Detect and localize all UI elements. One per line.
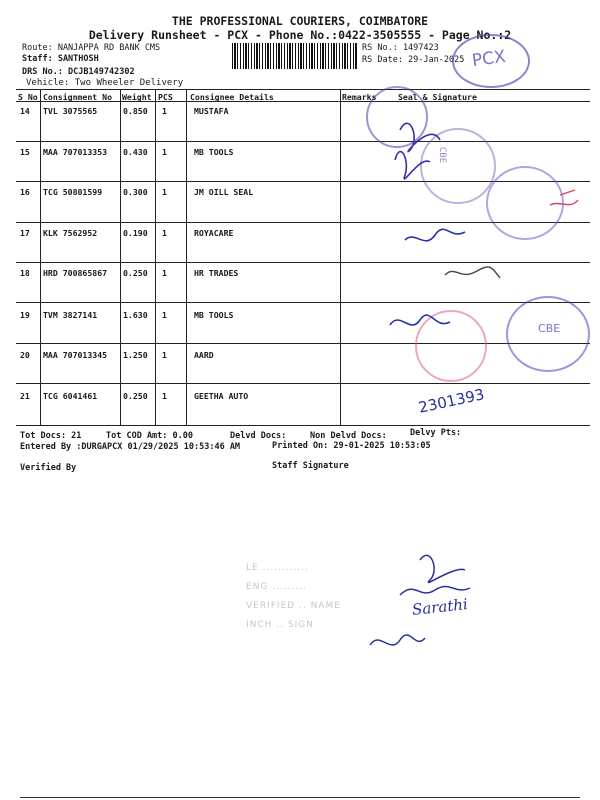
row-consignment: HRD 700865867	[43, 268, 108, 278]
entered-by: Entered By :DURGAPCX 01/29/2025 10:53:46 AM	[20, 442, 241, 452]
row-sno: 17	[20, 228, 30, 238]
col-weight: Weight	[122, 92, 152, 102]
row-consignment: TVM 3827141	[43, 310, 98, 320]
row-consignee: MB TOOLS	[194, 147, 234, 157]
row-pcs: 1	[162, 147, 167, 157]
row-sno: 21	[20, 391, 30, 401]
row-consignment: MAA 707013353	[43, 147, 108, 157]
col-consignment: Consignment No	[43, 92, 113, 102]
row-consignee: HR TRADES	[194, 268, 239, 278]
drs-number: DRS No.: DCJB149742302	[22, 67, 135, 77]
col-sno: S No	[18, 92, 38, 102]
row-consignment: TCG 50801599	[43, 187, 103, 197]
row-weight: 0.190	[123, 228, 148, 238]
barcode	[232, 43, 358, 69]
row-pcs: 1	[162, 350, 167, 360]
staff-label: Staff: SANTHOSH	[22, 54, 99, 64]
row-weight: 0.850	[123, 106, 148, 116]
delivered-docs: Delvd Docs:	[230, 431, 287, 441]
row-weight: 0.250	[123, 391, 148, 401]
row-sno: 14	[20, 106, 30, 116]
row-pcs: 1	[162, 310, 167, 320]
row-weight: 0.250	[123, 268, 148, 278]
col-seal-signature: Seal & Signature	[398, 92, 477, 102]
row-pcs: 1	[162, 106, 167, 116]
corporation-seal-icon: CBE	[420, 128, 496, 204]
rs-number: RS No.: 1497423	[362, 43, 439, 53]
row-weight: 0.300	[123, 187, 148, 197]
handwritten-signatures-icon	[380, 100, 580, 430]
row-pcs: 1	[162, 187, 167, 197]
handwritten-number: 2301393	[416, 385, 486, 417]
company-title: THE PROFESSIONAL COURIERS, COIMBATORE	[171, 14, 429, 28]
row-sno: 18	[20, 268, 30, 278]
row-consignee: GEETHA AUTO	[194, 391, 249, 401]
row-consignment: MAA 707013345	[43, 350, 108, 360]
row-sno: 20	[20, 350, 30, 360]
pcx-stamp-text: PCX	[470, 46, 508, 72]
runsheet-title: Delivery Runsheet - PCX - Phone No.:0422-3505555 - Page No.:2	[88, 28, 512, 42]
row-consignee: ROYACARE	[194, 228, 234, 238]
row-sno: 16	[20, 187, 30, 197]
handwritten-name: Sarathi	[411, 595, 469, 619]
row-consignment: TVL 3075565	[43, 106, 98, 116]
pcx-stamp-icon	[452, 34, 530, 88]
row-consignment: KLK 7562952	[43, 228, 98, 238]
row-consignee: AARD	[194, 350, 214, 360]
vehicle-label: Vehicle: Two Wheeler Delivery	[26, 78, 184, 88]
row-sno: 19	[20, 310, 30, 320]
rs-date: RS Date: 29-Jan-2025	[362, 55, 465, 65]
cbe-seal-text: CBE	[538, 322, 561, 335]
row-weight: 0.430	[123, 147, 148, 157]
row-consignment: TCG 6041461	[43, 391, 98, 401]
row-consignee: MB TOOLS	[194, 310, 234, 320]
row-consignee: MUSTAFA	[194, 106, 229, 116]
row-consignee: JM OILL SEAL	[194, 187, 254, 197]
row-sno: 15	[20, 147, 30, 157]
verified-by: Verified By	[20, 463, 77, 473]
row-pcs: 1	[162, 391, 167, 401]
row-weight: 1.250	[123, 350, 148, 360]
row-pcs: 1	[162, 228, 167, 238]
total-cod-amount: Tot COD Amt: 0.00	[106, 431, 193, 441]
total-docs: Tot Docs: 21	[20, 431, 82, 441]
staff-signature-label: Staff Signature	[272, 461, 349, 471]
delivery-points: Delvy Pts:	[410, 428, 462, 438]
row-weight: 1.630	[123, 310, 148, 320]
col-remarks: Remarks	[342, 92, 377, 102]
route-label: Route: NANJAPPA RD BANK CMS	[22, 43, 161, 53]
col-consignee: Consignee Details	[190, 92, 274, 102]
col-pcs: PCS	[158, 92, 173, 102]
printed-on: Printed On: 29-01-2025 10:53:05	[272, 441, 431, 451]
non-delivered-docs: Non Delvd Docs:	[310, 431, 387, 441]
row-pcs: 1	[162, 268, 167, 278]
